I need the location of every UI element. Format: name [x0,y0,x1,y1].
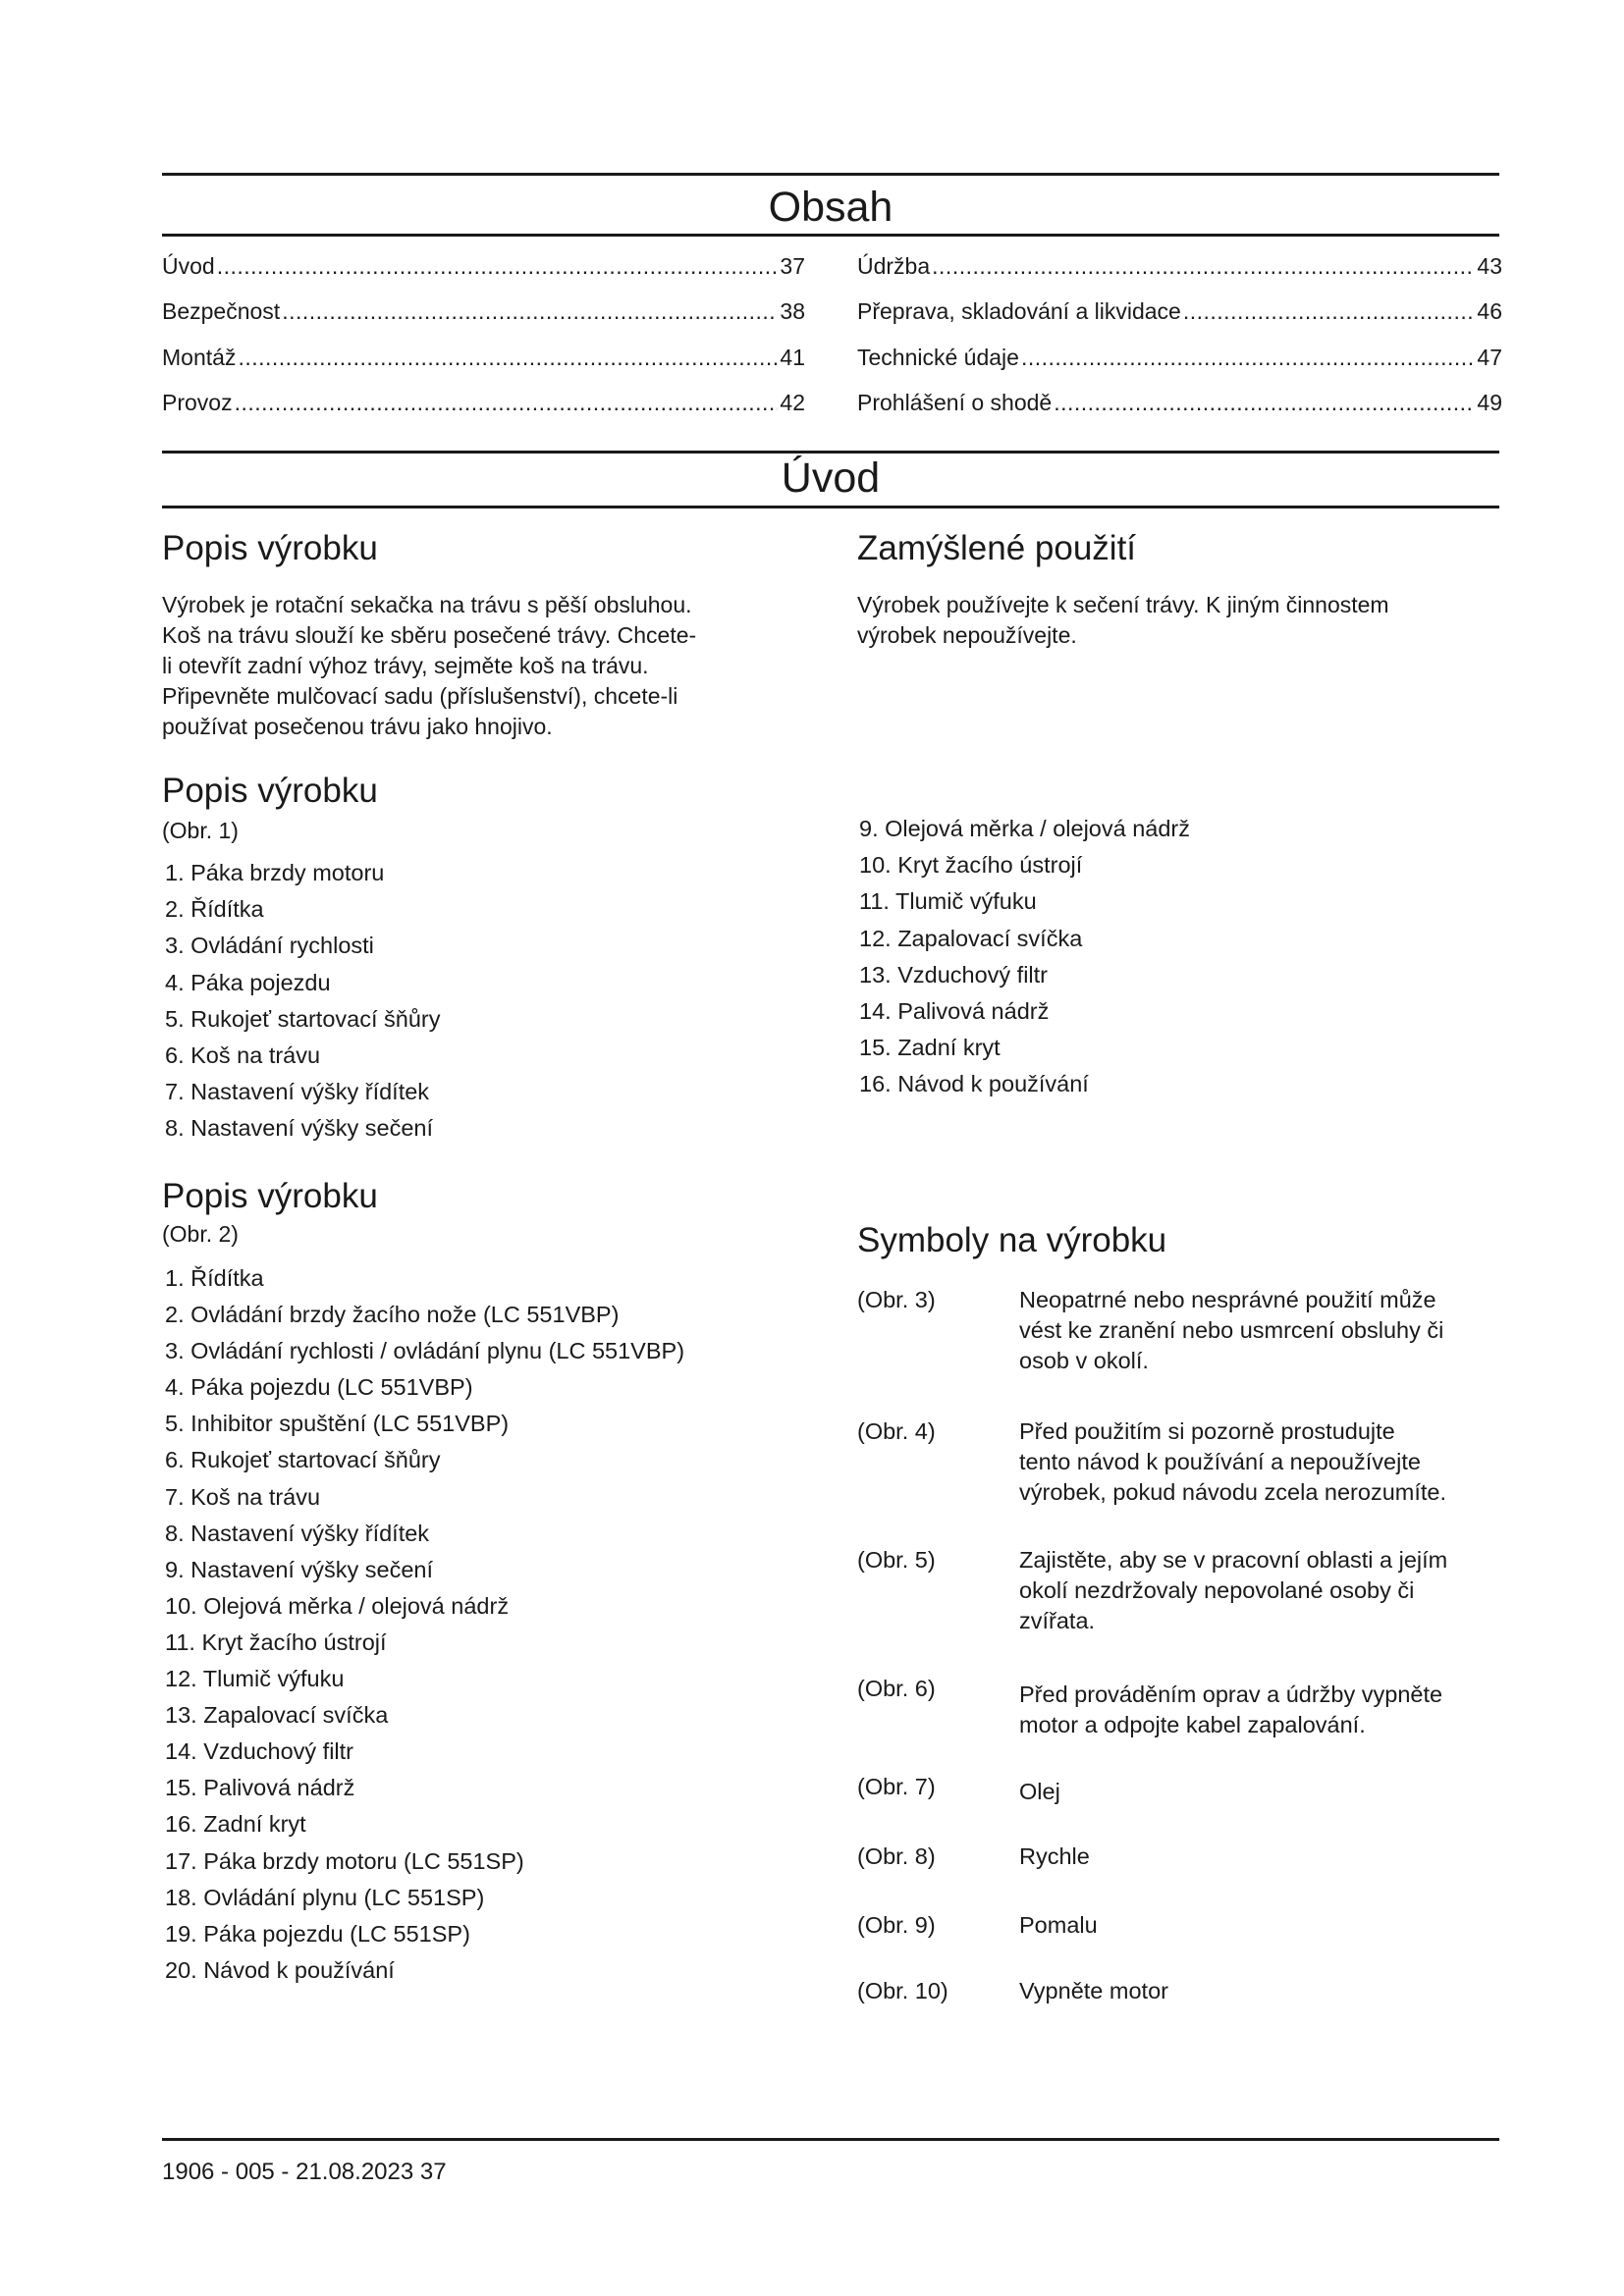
toc-entry[interactable] [162,343,805,372]
list-item: 2. Řídítka [165,896,264,923]
symbol-text [1019,1777,1530,1807]
list-item: 3. Ovládání rychlosti [165,933,374,959]
list-item: 8. Nastavení výšky sečení [165,1115,433,1142]
toc-entry[interactable] [857,296,1502,326]
list-item: 4. Páka pojezdu [165,969,331,995]
text-line: používat posečenou trávu jako hnojivo. [162,714,553,739]
symbol-text [1019,1842,1530,1872]
list-item: 4. Páka pojezdu (LC 551VBP) [165,1374,473,1401]
toc-title: Obsah [768,184,893,231]
symbol-ref: (Obr. 8) [857,1843,936,1869]
list-item: 12. Tlumič výfuku [165,1666,345,1692]
list-item: 9. Nastavení výšky sečení [165,1556,433,1582]
symbol-ref: (Obr. 7) [857,1774,936,1799]
toc-entry-page: 47 [1477,345,1502,370]
list-item: 18. Ovládání plynu (LC 551SP) [165,1884,485,1910]
list-item: 14. Vzduchový filtr [165,1738,354,1765]
toc-entry-label: Úvod [162,253,215,279]
toc-entry-label: Přeprava, skladování a likvidace [857,298,1181,324]
toc-entry[interactable] [857,388,1502,417]
text-line: li otevřít zadní výhoz trávy, sejměte koš na trávu. [162,653,649,678]
list-item: 15. Palivová nádrž [165,1775,355,1801]
toc-bottom-rule [162,234,1499,237]
text-line: Neopatrné nebo nesprávné použití může [1019,1287,1436,1312]
fig1-parts-list-left [165,858,441,1150]
fig1-heading: Popis výrobku [162,772,378,810]
product-description-heading: Popis výrobku [162,529,378,567]
list-item: 7. Nastavení výšky řídítek [165,1079,430,1105]
toc-entry[interactable] [857,343,1502,372]
text-line: Pomalu [1019,1912,1098,1938]
list-item: 16. Zadní kryt [165,1811,306,1838]
symbol-ref: (Obr. 9) [857,1912,936,1938]
toc-entry-label: Bezpečnost [162,298,281,324]
symbol-text [1019,1976,1530,2006]
symbol-text [1019,1285,1530,1376]
list-item: 2. Ovládání brzdy žacího nože (LC 551VBP) [165,1302,620,1328]
list-item: 10. Olejová měrka / olejová nádrž [165,1592,510,1619]
list-item: 11. Tlumič výfuku [859,888,1037,915]
list-item: 10. Kryt žacího ústrojí [859,852,1083,879]
toc-entry-label: Montáž [162,345,237,370]
intro-title: Úvod [781,454,881,502]
intended-use-heading: Zamýšlené použití [857,529,1137,567]
list-item: 14. Palivová nádrž [859,997,1050,1024]
symbol-ref: (Obr. 5) [857,1547,936,1573]
list-item: 1. Páka brzdy motoru [165,860,385,885]
toc-entry-page: 43 [1477,253,1502,279]
text-line: Před použitím si pozorně prostudujte [1019,1418,1395,1444]
toc-entry-page: 42 [780,390,805,415]
symbol-text [1019,1910,1530,1941]
symbol-text [1019,1680,1530,1740]
toc-entry[interactable] [857,251,1502,281]
toc-entry-page: 41 [780,345,805,370]
symbol-ref: (Obr. 6) [857,1676,936,1701]
symbol-ref: (Obr. 3) [857,1287,936,1312]
list-item: 13. Vzduchový filtr [859,961,1049,988]
toc-entry[interactable] [162,388,805,417]
list-item: 7. Koš na trávu [165,1483,321,1510]
list-item: 15. Zadní kryt [859,1035,1001,1061]
toc-top-rule [162,173,1499,176]
product-description-text [162,590,810,742]
toc-entry-label: Prohlášení o shodě [857,390,1053,415]
text-line: výrobek nepoužívejte. [857,622,1077,648]
toc-entry-page: 49 [1477,390,1502,415]
list-item: 6. Koš na trávu [165,1041,321,1068]
symbol-text [1019,1545,1530,1636]
fig2-heading: Popis výrobku [162,1177,378,1215]
list-item: 3. Ovládání rychlosti / ovládání plynu (LC 551VBP) [165,1338,685,1364]
fig2-ref: (Obr. 2) [162,1221,239,1247]
list-item: 20. Návod k používání [165,1956,395,1983]
list-item: 5. Rukojeť startovací šňůry [165,1005,441,1032]
text-line: Koš na trávu slouží ke sběru posečené trávy. Chcete- [162,622,697,648]
toc-entry-page: 38 [780,298,805,324]
toc-entry[interactable] [162,251,805,281]
list-item: 8. Nastavení výšky řídítek [165,1520,430,1546]
list-item: 1. Řídítka [165,1265,264,1291]
page-footer: 1906 - 005 - 21.08.2023 37 [162,2159,447,2185]
text-line: výrobek, pokud návodu zcela nerozumíte. [1019,1479,1447,1505]
list-item: 19. Páka pojezdu (LC 551SP) [165,1920,470,1947]
text-line: motor a odpojte kabel zapalování. [1019,1712,1366,1737]
symbol-ref: (Obr. 4) [857,1418,936,1444]
intro-bottom-rule [162,506,1499,508]
list-item: 17. Páka brzdy motoru (LC 551SP) [165,1847,524,1874]
text-line: vést ke zranění nebo usmrcení obsluhy či [1019,1317,1444,1343]
list-item: 13. Zapalovací svíčka [165,1702,389,1729]
text-line: osob v okolí. [1019,1348,1149,1373]
text-line: okolí nezdržovaly nepovolané osoby či [1019,1577,1415,1603]
toc-entry-page: 46 [1477,298,1502,324]
symbol-text [1019,1416,1530,1508]
text-line: zvířata. [1019,1608,1096,1633]
toc-entry-label: Technické údaje [857,345,1019,370]
text-line: Zajistěte, aby se v pracovní oblasti a jejím [1019,1547,1448,1573]
text-line: Před prováděním oprav a údržby vypněte [1019,1682,1443,1707]
fig2-parts-list [165,1263,684,1992]
toc-entry-page: 37 [780,253,805,279]
text-line: Výrobek je rotační sekačka na trávu s pěší obsluhou. [162,592,692,617]
text-line: tento návod k používání a nepoužívejte [1019,1449,1421,1474]
intended-use-text [857,590,1505,651]
toc-entry[interactable] [162,296,805,326]
text-line: Vypněte motor [1019,1978,1168,2003]
text-line: Olej [1019,1779,1060,1804]
toc-entry-label: Provoz [162,390,233,415]
fig1-ref: (Obr. 1) [162,818,239,843]
text-line: Připevněte mulčovací sadu (příslušenství), chcete-li [162,683,678,709]
list-item: 5. Inhibitor spuštění (LC 551VBP) [165,1411,510,1437]
list-item: 11. Kryt žacího ústrojí [165,1629,387,1655]
list-item: 9. Olejová měrka / olejová nádrž [859,816,1190,841]
list-item: 12. Zapalovací svíčka [859,925,1083,951]
list-item: 16. Návod k používání [859,1071,1089,1097]
footer-rule [162,2138,1499,2141]
symbol-ref: (Obr. 10) [857,1978,948,2003]
text-line: Rychle [1019,1843,1090,1869]
toc-entry-label: Údržba [857,253,931,279]
fig1-parts-list-right [859,814,1190,1106]
symbols-heading: Symboly na výrobku [857,1221,1167,1259]
text-line: Výrobek používejte k sečení trávy. K jiným činnostem [857,592,1389,617]
list-item: 6. Rukojeť startovací šňůry [165,1447,441,1473]
